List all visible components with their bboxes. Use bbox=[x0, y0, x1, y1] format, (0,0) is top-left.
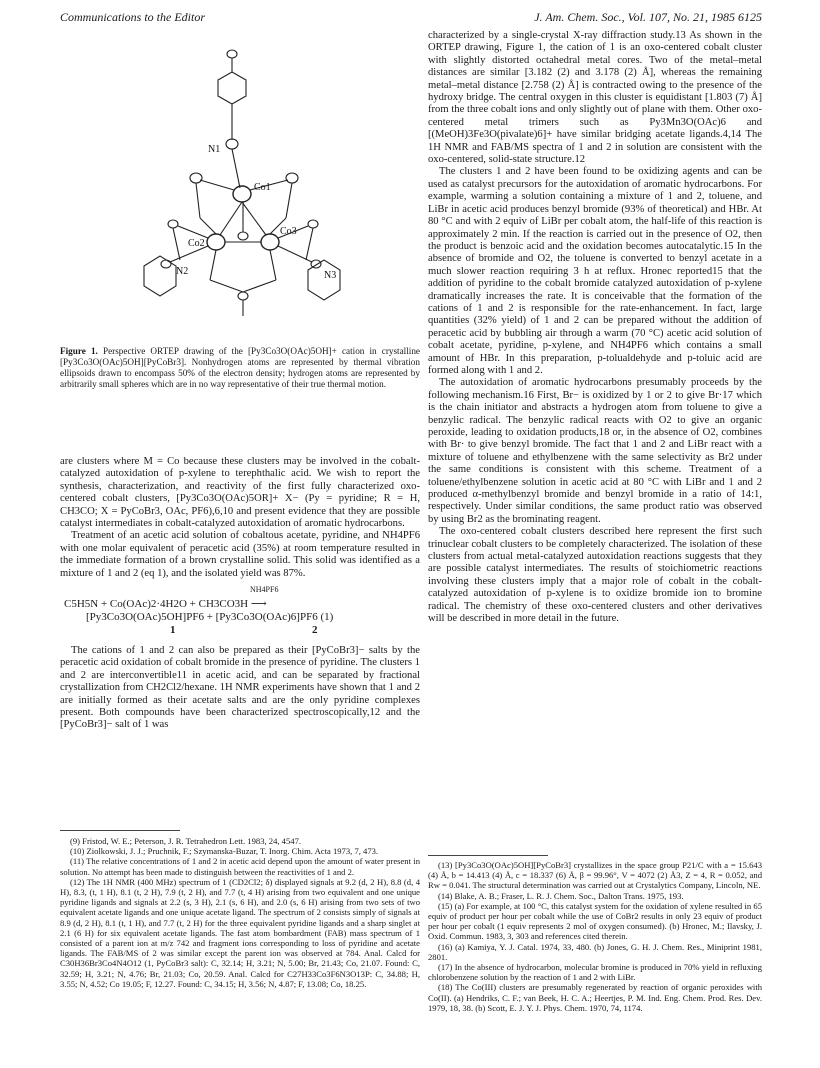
running-head-left: Communications to the Editor bbox=[60, 10, 205, 24]
reference-9: (9) Fristod, W. E.; Peterson, J. R. Tetrahedron Lett. 1983, 24, 4547. bbox=[70, 836, 302, 846]
equation-catalyst: NH4PF6 bbox=[250, 585, 279, 594]
reference-16: (16) (a) Kamiya, Y. J. Catal. 1974, 33, 480. (b) Jones, G. H. J. Chem. Res., Miniprint 1981, 2801. bbox=[428, 941, 762, 962]
atom-label-n2: N2 bbox=[176, 266, 189, 277]
caption-text: Perspective ORTEP drawing of the [Py3Co3O(OAc)5OH]+ cation in crystalline [Py3Co3O(OAc)5OH][PyCoBr3]. Nonhydrogen atoms are represented by thermal vibration ellipsoids drawn to encompass 50% of the electron density; hydrogen atoms are represented by arbitrarily small spheres which are in no way representative of their true thermal motion. bbox=[60, 346, 421, 389]
figure-caption bbox=[60, 346, 420, 390]
left-paragraph-3: The cations of 1 and 2 can also be prepared as their [PyCoBr3]− salts by the peracetic acid oxidation of cobalt bromide in the presence of pyridine. The clusters 1 and 2 are interconvertible11 in acetic acid, and can be separated by fractional crystallization from CH2Cl2/hexane. 1H NMR experiments have shown that 1 and 2 are initially formed as their acetate salts and are the only pyridine complexes present. Both compounds have been characterized spectroscopically,12 and the [PyCoBr3]− salt of 1 was bbox=[60, 645, 420, 731]
equation-line-2: [Py3Co3O(OAc)5OH]PF6 + [Py3Co3O(OAc)6]PF6 (1) bbox=[86, 611, 334, 623]
left-references bbox=[60, 836, 420, 989]
atom-label-n1: N1 bbox=[208, 144, 221, 155]
left-paragraph-1: are clusters where M = Co because these clusters may be involved in the cobalt-catalyzed autoxidation of p-xylene to terephthalic acid. We wish to report the synthesis, characterization, and reactivity of the first fully characterized oxo-centered cobalt clusters, [Py3Co3O(OAc)5OR]+ X− (Py = pyridine; R = H, CH3CO; X = PyCoBr3, OAc, PF6),6,10 and present evidence that they are possible catalyst intermediates in cobalt-catalyzed autoxidation of aromatic hydrocarbons. bbox=[60, 456, 420, 530]
running-head-right: J. Am. Chem. Soc., Vol. 107, No. 21, 1985 6125 bbox=[534, 10, 762, 24]
molecule-drawing bbox=[144, 50, 340, 316]
left-column-lower bbox=[60, 645, 420, 732]
atom-label-co3: Co3 bbox=[280, 226, 297, 237]
atom-label-co1: Co1 bbox=[254, 182, 271, 193]
right-paragraph-4: The oxo-centered cobalt clusters described here represent the first such trinuclear cobalt clusters to be completely characterized. The isolation of these clusters from actual metal-catalyzed autoxidation reactions suggests that they are possible catalyst intermediates. The results of stoichiometric reactions involving these clusters imply that a major role of cobalt in the cobalt-catalyzed autoxidation of p-xylene is to oxidize bromide ion to bromine radical. The chemistry of these oxo-centered clusters and other derivatives will be described in more detail in the future. bbox=[428, 526, 762, 625]
equation-compound-1: 1 bbox=[170, 624, 176, 636]
reference-17: (17) In the absence of hydrocarbon, molecular bromine is produced in 70% yield in refluxing chlorobenzene solution by the reaction of 1 and 2 with LiBr. bbox=[428, 962, 762, 983]
reference-18: (18) The Co(III) clusters are presumably regenerated by reaction of organic peroxides with Co(II). (a) Hendriks, C. F.; van Beek, H. C. A.; Heertjes, P. M. Ind. Eng. Chem. Prod. Res. Dev. 1979, 18, 38. (b) Scott, E. J. Y. J. Phys. Chem. 1970, 74, 1174. bbox=[428, 982, 762, 1013]
caption-label: Figure 1. bbox=[60, 346, 98, 356]
reference-14: (14) Blake, A. B.; Fraser, L. R. J. Chem. Soc., Dalton Trans. 1975, 193. bbox=[438, 890, 684, 901]
atom-label-co2: Co2 bbox=[188, 238, 205, 249]
reference-10: (10) Ziolkowski, J. J.; Pruchnik, F.; Szymanska-Buzar, T. Inorg. Chim. Acta 1973, 7, 473. bbox=[70, 846, 379, 857]
reference-11: (11) The relative concentrations of 1 and 2 in acetic acid depend upon the amount of water present in solution. No attempt has been made to distinguish between the reactivities of 1 and 2. bbox=[60, 856, 420, 877]
atom-label-n3: N3 bbox=[324, 270, 337, 281]
right-column bbox=[428, 30, 762, 626]
right-paragraph-3: The autoxidation of aromatic hydrocarbons presumably proceeds by the following mechanism.16 First, Br− is oxidized by 1 or 2 to give Br·17 which is the chain initiator and abstracts a hydrogen atom from toluene to give a benzylic radical. The benzylic radical reacts with O2 to give an organic peroxide, leading to oxidation products,18 or, in the absence of O2, combines with Br· to give benzyl bromide. The fact that 1 and 2 and LiBr react with a mixture of toluene and ethylbenzene with the same selectivity as Br2 under the same conditions is consistent with this scheme. Treatment of a toluene/ethylbenzene solution in acetic acid at 80 °C with LiBr and 1 and 2 produced α-methylbenzyl bromide and benzyl bromide in a ratio of 14:1, respectively. Under similar conditions, the same product ratio was observed by using Br2 as the brominating reagent. bbox=[428, 377, 762, 525]
left-paragraph-2: Treatment of an acetic acid solution of cobaltous acetate, pyridine, and NH4PF6 with one molar equivalent of peracetic acid (35%) at room temperature resulted in the immediate formation of a brown crystalline solid. This solid was identified as a mixture of 1 and 2 (eq 1), and the isolated yield was 87%. bbox=[60, 530, 420, 579]
right-paragraph-1: characterized by a single-crystal X-ray diffraction study.13 As shown in the ORTEP drawing, Figure 1, the cation of 1 is an oxo-centered cobalt cluster with slightly distorted octahedral metal cores. Two of the metal–metal distances are similar [3.182 (2) and 3.178 (2) Å], whereas the remaining metal–metal distance [2.758 (2) Å] is contracted owing to the presence of the hydroxy bridge. The central oxygen in this cluster is equidistant [1.803 (7) Å] from the three cobalt ions and only slightly out of plane with them. Other oxo-centered metal trimers such as Py3Mn3O(OAc)6 and [(MeOH)3Fe3O(pivalate)6]+ have similar bridging acetate ligands.4,14 The 1H NMR and FAB/MS spectra of 1 and 2 in solution are consistent with the oxo-centered, solid-state structure.12 bbox=[428, 30, 762, 166]
equation-line-1: C5H5N + Co(OAc)2·4H2O + CH3CO3H ⟶ bbox=[64, 598, 267, 610]
reference-15: (15) (a) For example, at 100 °C, this catalyst system for the oxidation of xylene resulted in 65 equiv of product per hour per cobalt while the use of CoBr2 results in only 23 equiv of product per hour per cobalt (1 equiv represents 2 mol of oxygen consumed). (b) Hronec, M.; Ilavsky, J. Oxid. Commun. 1983, 3, 303 and references cited therein. bbox=[428, 900, 762, 942]
right-references bbox=[428, 860, 762, 1013]
left-column-upper bbox=[60, 456, 420, 580]
footnote-rule-left bbox=[60, 830, 180, 831]
reference-12: (12) The 1H NMR (400 MHz) spectrum of 1 (CD2Cl2; δ) displayed signals at 9.2 (d, 2 H), 8.8 (d, 4 H), 8.3, (t, 1 H), 8.1 (t, 2 H), 7.9 (t, 2 H), and 7.7 (t, 4 H) arising from two equivalent and one unique pyridine ligands and signals at 2.2 (s, 3 H), 2.1 (s, 6 H), and 2.0 (s, 6 H) arising from two sets of two equivalent acetate ligands and one unique acetate ligand. The spectrum of 2 consists simply of signals at 8.9 (d, 2 H), 8.1 (t, 1 H), and 7.7 (t, 2 H) for the three equivalent pyridine ligands and a sharp singlet at 2.1 (6 H) for six equivalent acetate ligands. The fast atom bombardment (FAB) mass spectrum of 1 consisted of a parent ion at m/z 742 and fragment ions corresponding to loss of pyridine and acetate ligands. The FAB/MS of 2 was similar except the parent ion was observed at 784. Anal. Calcd for C30H36Br3Co4N4O12 (1, PyCoBr3 salt): C, 32.14; H, 3.21; N, 5.00; Br, 21.43; Co, 21.07. Found: C, 32.59; H, 3.21; N, 4.76; Br, 21.03; Co, 20.59. Anal. Calcd for C27H33Co3F6N3O13P: C, 34.88; H, 3.55; N, 4.52; Co 19.05; F, 12.27. Found: C, 34.15; H, 3.56; N, 4.87; F, 13.08; Co, 18.25. bbox=[60, 876, 420, 989]
ortep-figure bbox=[60, 30, 420, 348]
equation-compound-2: 2 bbox=[312, 624, 318, 636]
right-paragraph-2: The clusters 1 and 2 have been found to be oxidizing agents and can be used as catalyst precursors for the autoxidation of aromatic hydrocarbons. For example, warming a solution containing a mixture of 1 and 2, toluene, and LiBr in acetic acid produces benzyl bromide (93% of theoretical) and HBr. At 80 °C and with 2 equiv of LiBr per cobalt atom, the half-life of this reaction is approximately 2 min. If the reaction is carried out in the presence of O2, then the product is benzoic acid and the oxidation becomes autocatalytic.15 In the absence of bromide and O2, the toluene is converted to benzyl acetate in a much slower reaction requiring 3 h at reflux. Hronec reported15 that the addition of pyridine to the cobalt bromide catalyzed autoxidation of p-xylene dramatically increases the rate. It is conceivable that the formation of the cations of 1 and 2 is responsible for the rate-enhancement. In fact, large quantities (32% yield) of 1 and 2 can be prepared without the addition of peracetic acid by bubbling air through a warm (70 °C) acetic acid solution of cobalt acetate, pyridine, p-xylene, and NH4PF6 which contains a small amount of HBr. In this preparation, p-tolualdehyde and p-toluic acid are formed along with 1 and 2. bbox=[428, 166, 762, 376]
footnote-rule-right bbox=[428, 855, 548, 856]
reference-13: (13) [Py3Co3O(OAc)5OH][PyCoBr3] crystallizes in the space group P21/C with a = 15.643 (4) Å, b = 14.413 (4) Å, c = 18.337 (6) Å, β = 99.96°, V = 4072 (2) Å3, Z = 4, R = 0.052, and Rw = 0.041. The structural determination was carried out at Crystalytics Company, Lincoln, NE. bbox=[428, 860, 762, 891]
